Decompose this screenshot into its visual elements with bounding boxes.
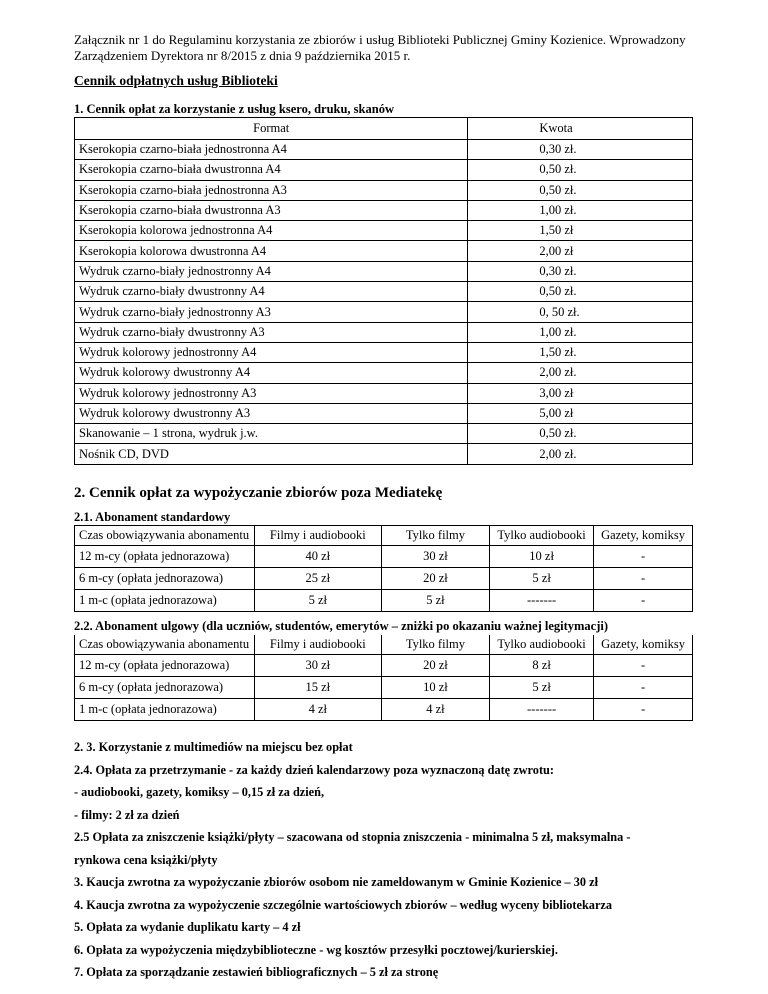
table-row (75, 590, 693, 612)
column-header: Tylko audiobooki (490, 526, 594, 546)
price-cell: 25 zł (254, 568, 381, 590)
format-cell: Wydruk czarno-biały jednostronny A4 (75, 261, 468, 281)
price-cell: 5 zł (490, 677, 594, 699)
section1-heading: 1. Cennik opłat za korzystanie z usług ksero, druku, skanów (74, 102, 394, 116)
section2-heading: 2. Cennik opłat za wypożyczanie zbiorów poza Mediatekę (74, 485, 443, 501)
format-cell: Wydruk czarno-biały dwustronny A4 (75, 282, 468, 302)
format-cell: Wydruk kolorowy jednostronny A4 (75, 342, 468, 362)
column-header: Filmy i audiobooki (254, 526, 381, 546)
section2-2-heading: 2.2. Abonament ulgowy (dla uczniów, studentów, emerytów – zniżki po okazaniu ważnej legitymacji) (74, 619, 609, 633)
price-cell: 10 zł (490, 546, 594, 568)
amount-cell: 0,50 zł. (468, 282, 693, 302)
duration-cell: 1 m-c (opłata jednorazowa) (75, 590, 255, 612)
table-row (75, 363, 693, 383)
amount-cell: 5,00 zł (468, 403, 693, 423)
format-cell: Wydruk czarno-biały dwustronny A3 (75, 322, 468, 342)
page-title: Cennik odpłatnych usług Biblioteki (74, 73, 278, 88)
format-cell: Kserokopia czarno-biała dwustronna A4 (75, 160, 468, 180)
table-row (75, 655, 693, 677)
amount-cell: 2,00 zł. (468, 363, 693, 383)
table-row (75, 322, 693, 342)
amount-cell: 0, 50 zł. (468, 302, 693, 322)
amount-cell: 1,00 zł. (468, 322, 693, 342)
price-cell: 40 zł (254, 546, 381, 568)
section2-1-heading: 2.1. Abonament standardowy (74, 510, 231, 524)
table-row (75, 241, 693, 261)
price-cell: ------- (490, 590, 594, 612)
format-cell: Kserokopia kolorowa dwustronna A4 (75, 241, 468, 261)
duration-cell: 1 m-c (opłata jednorazowa) (75, 699, 255, 721)
price-cell: 30 zł (254, 655, 381, 677)
amount-cell: 0,30 zł. (468, 140, 693, 160)
price-cell: 8 zł (490, 655, 594, 677)
table-row (75, 383, 693, 403)
note-line: - audiobooki, gazety, komiksy – 0,15 zł za dzień, (74, 785, 325, 799)
note-line: 7. Opłata za sporządzanie zestawień bibliograficznych – 5 zł za stronę (74, 965, 439, 979)
format-cell: Kserokopia kolorowa jednostronna A4 (75, 221, 468, 241)
price-cell: - (594, 546, 693, 568)
table-row (75, 568, 693, 590)
intro-paragraph: Załącznik nr 1 do Regulaminu korzystania ze zbiorów i usług Biblioteki Publicznej Gminy Kozienice. Wprowadzony Zarządzeniem Dyrektora nr 8/2015 z dnia 9 października 2015 r. (74, 32, 686, 63)
table-row (75, 699, 693, 721)
table-row (75, 140, 693, 160)
price-cell: 20 zł (381, 568, 489, 590)
price-cell: 20 zł (381, 655, 489, 677)
price-cell: - (594, 655, 693, 677)
note-line: rynkowa cena książki/płyty (74, 852, 218, 867)
price-cell: 10 zł (381, 677, 489, 699)
column-header: Czas obowiązywania abonamentu (75, 526, 255, 546)
duration-cell: 12 m-cy (opłata jednorazowa) (75, 655, 255, 677)
duration-cell: 12 m-cy (opłata jednorazowa) (75, 546, 255, 568)
amount-cell: 2,00 zł (468, 241, 693, 261)
price-cell: - (594, 590, 693, 612)
price-cell: 15 zł (254, 677, 381, 699)
format-cell: Skanowanie – 1 strona, wydruk j.w. (75, 424, 468, 444)
column-header: Czas obowiązywania abonamentu (75, 635, 255, 655)
note-line: 2.4. Opłata za przetrzymanie - za każdy dzień kalendarzowy poza wyznaczoną datę zwrotu: (74, 762, 554, 777)
amount-cell: 0,50 zł. (468, 160, 693, 180)
header-amount: Kwota (468, 118, 693, 140)
price-cell: 4 zł (381, 699, 489, 721)
column-header: Tylko filmy (381, 526, 489, 546)
price-cell: - (594, 699, 693, 721)
format-cell: Nośnik CD, DVD (75, 444, 468, 464)
table-row (75, 200, 693, 220)
amount-cell: 1,50 zł. (468, 342, 693, 362)
price-cell: 5 zł (490, 568, 594, 590)
table-row (75, 424, 693, 444)
price-cell: - (594, 568, 693, 590)
format-cell: Wydruk czarno-biały jednostronny A3 (75, 302, 468, 322)
amount-cell: 1,00 zł. (468, 200, 693, 220)
column-header: Tylko audiobooki (490, 635, 594, 655)
duration-cell: 6 m-cy (opłata jednorazowa) (75, 677, 255, 699)
note-line: 4. Kaucja zwrotna za wypożyczenie szczególnie wartościowych zbiorów – według wyceny bibliotekarza (74, 897, 613, 912)
note-line: 2.5 Opłata za zniszczenie książki/płyty – szacowana od stopnia zniszczenia - minimalna 5 zł, maksymalna - (74, 830, 631, 844)
table-row (75, 342, 693, 362)
format-cell: Kserokopia czarno-biała jednostronna A3 (75, 180, 468, 200)
price-cell: 5 zł (381, 590, 489, 612)
format-cell: Kserokopia czarno-biała jednostronna A4 (75, 140, 468, 160)
amount-cell: 0,30 zł. (468, 261, 693, 281)
format-cell: Wydruk kolorowy dwustronny A3 (75, 403, 468, 423)
note-line: 5. Opłata za wydanie duplikatu karty – 4 zł (74, 920, 301, 934)
format-cell: Wydruk kolorowy dwustronny A4 (75, 363, 468, 383)
header-format: Format (75, 118, 468, 140)
table-row (75, 302, 693, 322)
discount-subscription-table (74, 635, 693, 721)
table-row (75, 546, 693, 568)
column-header: Tylko filmy (381, 635, 489, 655)
table-header-row (75, 635, 693, 655)
note-line: 3. Kaucja zwrotna za wypożyczanie zbiorów osobom nie zameldowanym w Gminie Kozienice – 30 zł (74, 875, 599, 889)
price-cell: 30 zł (381, 546, 489, 568)
note-line: - filmy: 2 zł za dzień (74, 807, 180, 822)
price-cell: ------- (490, 699, 594, 721)
amount-cell: 3,00 zł (468, 383, 693, 403)
amount-cell: 1,50 zł (468, 221, 693, 241)
price-cell: 5 zł (254, 590, 381, 612)
table-row (75, 261, 693, 281)
table-header-row (75, 118, 693, 140)
note-line: 6. Opłata za wypożyczenia międzybiblioteczne - wg kosztów przesyłki pocztowej/kurierskiej. (74, 942, 558, 957)
table-row (75, 403, 693, 423)
amount-cell: 0,50 zł. (468, 180, 693, 200)
table-row (75, 180, 693, 200)
price-cell: - (594, 677, 693, 699)
column-header: Gazety, komiksy (594, 635, 693, 655)
table-row (75, 444, 693, 464)
standard-subscription-table (74, 525, 693, 612)
column-header: Gazety, komiksy (594, 526, 693, 546)
notes-list (74, 738, 694, 986)
table-header-row (75, 526, 693, 546)
column-header: Filmy i audiobooki (254, 635, 381, 655)
table-row (75, 677, 693, 699)
amount-cell: 0,50 zł. (468, 424, 693, 444)
duration-cell: 6 m-cy (opłata jednorazowa) (75, 568, 255, 590)
amount-cell: 2,00 zł. (468, 444, 693, 464)
price-cell: 4 zł (254, 699, 381, 721)
note-line: 2. 3. Korzystanie z multimediów na miejscu bez opłat (74, 740, 353, 754)
format-cell: Kserokopia czarno-biała dwustronna A3 (75, 200, 468, 220)
copy-print-price-table (74, 117, 693, 465)
table-row (75, 282, 693, 302)
table-row (75, 160, 693, 180)
format-cell: Wydruk kolorowy jednostronny A3 (75, 383, 468, 403)
table-row (75, 221, 693, 241)
